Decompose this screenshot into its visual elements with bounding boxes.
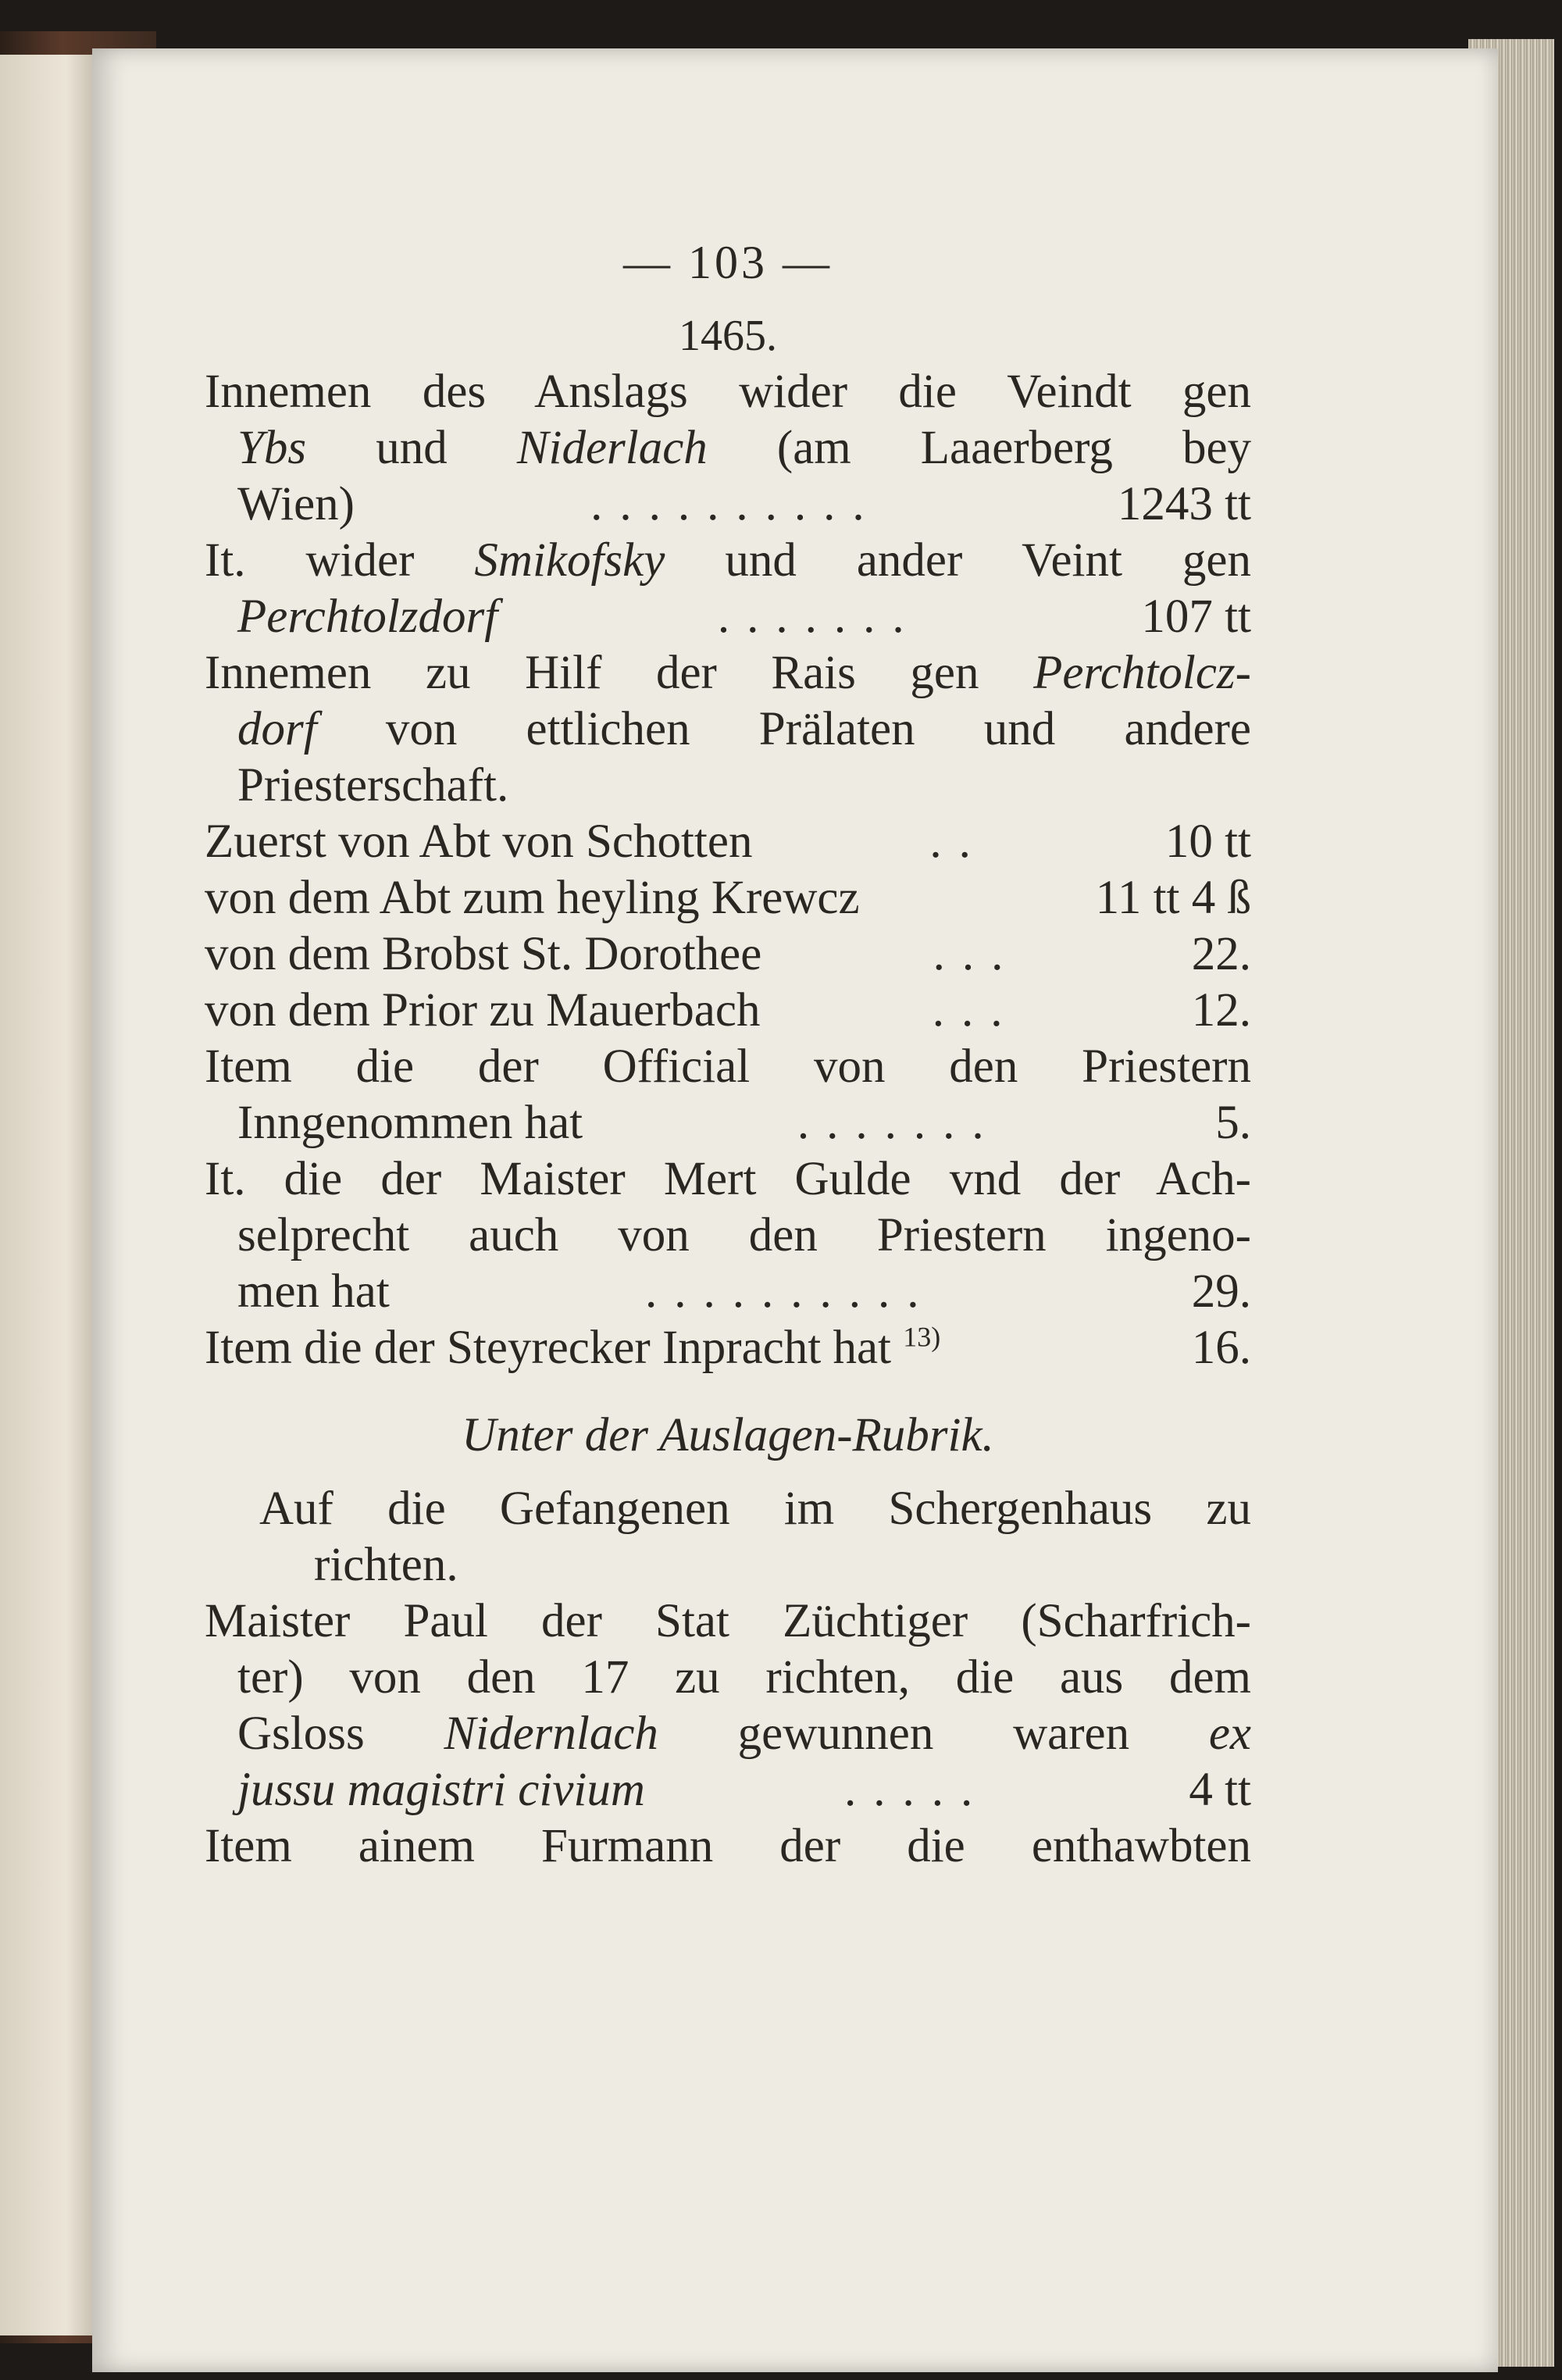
entry-row: jussu magistri civium ..... 4 tt [237,1764,1251,1816]
text-line: richten. [314,1539,458,1591]
year-heading: 1465. [679,312,777,360]
text-line: Innemen zu Hilf der Rais gen Perchtolcz- [205,647,1251,699]
text-line: Item die der Official von den Priestern [205,1040,1251,1093]
entry-row: Wien) .......... 1243 tt [237,478,1251,530]
page-number: — 103 — [623,237,833,288]
text-line: ter) von den 17 zu richten, die aus dem [237,1651,1251,1704]
text-line: Auf die Gefangenen im Schergenhaus zu [259,1483,1251,1535]
text-line: It. die der Maister Mert Gulde vnd der Ach- [205,1153,1251,1205]
text-line: Ybs und Niderlach (am Laaerberg bey [237,422,1252,474]
text-line: Gsloss Nidernlach gewunnen waren ex [237,1707,1252,1760]
section-heading: Unter der Auslagen-Rubrik. [462,1409,994,1461]
entry-row: Zuerst von Abt von Schotten .. 10 tt [205,815,1251,868]
text-line: Maister Paul der Stat Züchtiger (Scharfrich- [205,1595,1251,1647]
text-line: selprecht auch von den Priestern ingeno- [237,1209,1251,1261]
entry-row: von dem Brobst St. Dorothee ... 22. [205,928,1251,980]
text-line: dorf von ettlichen Prälaten und andere [237,703,1251,755]
text-line: Innemen des Anslags wider die Veindt gen [205,366,1251,418]
entry-row: Perchtolzdorf ....... 107 tt [237,591,1251,643]
entry-row: von dem Abt zum heyling Krewcz 11 tt 4 ß [205,872,1251,924]
entry-row: men hat .......... 29. [237,1265,1251,1318]
text-line: It. wider Smikofsky und ander Veint gen [205,534,1252,587]
entry-row: Item die der Steyrecker Inpracht hat $^{13)}$ 16. [205,1321,1251,1374]
entry-row: von dem Prior zu Mauerbach ... 12. [205,984,1251,1037]
text-line: Priesterschaft. [237,759,509,812]
page-text [205,234,1251,1875]
text-line: Item ainem Furmann der die enthawbten [205,1820,1251,1872]
facing-page-edge [0,55,94,2335]
entry-row: Inngenommen hat ....... 5. [237,1097,1251,1149]
